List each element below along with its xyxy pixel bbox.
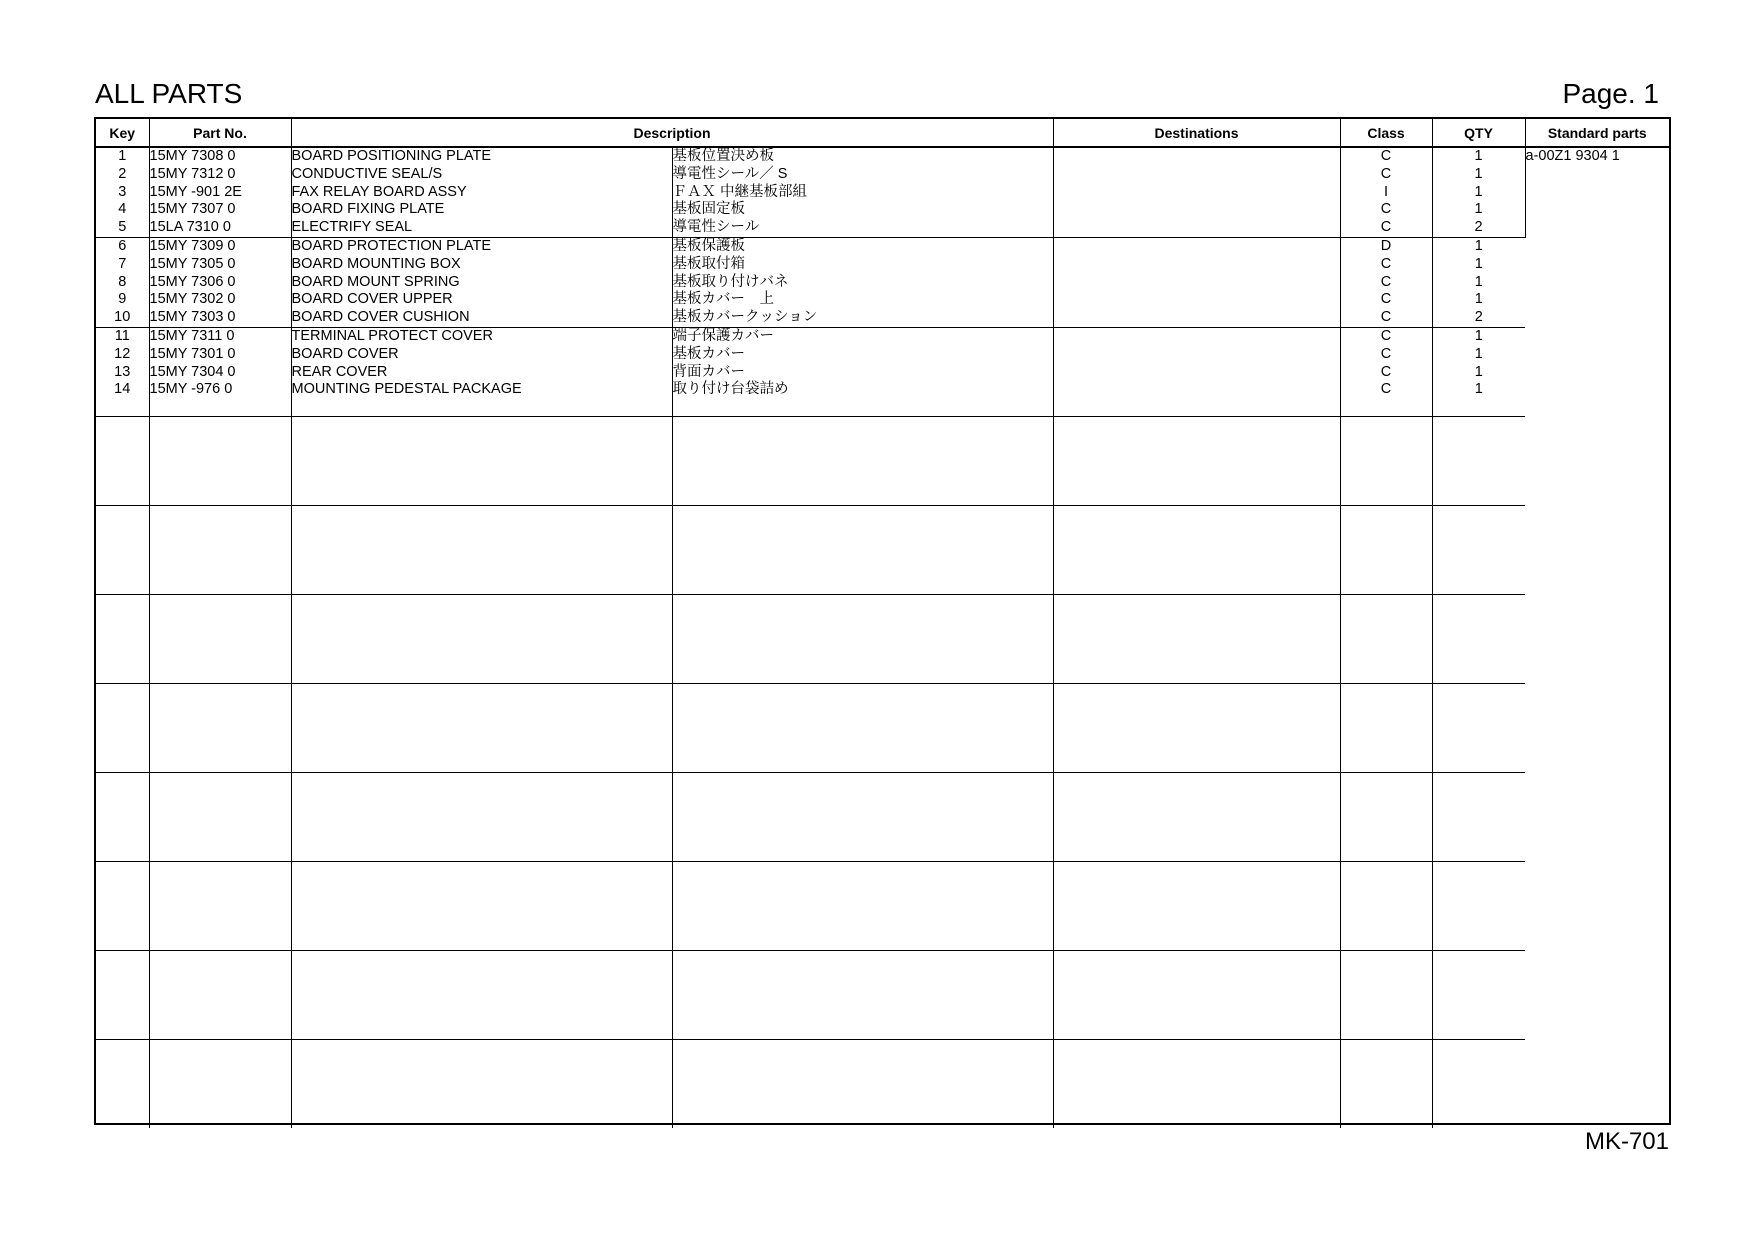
part-no-line: 15MY 7309 0 <box>149 237 236 254</box>
qty-line: 1 <box>1474 255 1483 272</box>
destinations-line <box>1054 309 1340 327</box>
part-no-line: 15LA 7310 0 <box>149 219 231 236</box>
key-cell <box>96 147 149 237</box>
empty-row <box>96 950 1669 1039</box>
class-line: C <box>1380 345 1392 362</box>
key-cell <box>96 237 149 327</box>
class-line: C <box>1380 291 1392 308</box>
key-line: 1 <box>118 148 127 164</box>
column-header-description: Description <box>291 119 1053 147</box>
desc-jp-line: 導電性シール <box>672 219 760 236</box>
empty-row <box>96 772 1669 861</box>
qty-line: 1 <box>1474 183 1483 200</box>
key-cell <box>96 327 149 416</box>
part-no-line: 15MY 7311 0 <box>149 327 235 344</box>
destinations-line <box>1054 256 1340 274</box>
qty-line: 2 <box>1474 309 1483 326</box>
destinations-cell <box>1053 147 1340 237</box>
qty-line: 1 <box>1474 237 1483 254</box>
desc-jp-line: ＦＡＸ 中継基板部組 <box>672 183 808 200</box>
key-line: 5 <box>118 219 127 236</box>
destinations-line <box>1054 219 1340 237</box>
empty-row <box>96 861 1669 950</box>
destinations-line <box>1054 274 1340 292</box>
class-line: D <box>1380 237 1392 254</box>
destinations-cell <box>1053 327 1340 416</box>
key-line: 6 <box>118 237 127 254</box>
destinations-line <box>1054 238 1340 256</box>
column-header-destinations: Destinations <box>1053 119 1340 147</box>
destinations-line <box>1054 381 1340 399</box>
class-line: C <box>1380 327 1392 344</box>
desc-en-line: BOARD COVER <box>291 345 399 362</box>
key-line: 11 <box>114 327 130 344</box>
part-no-line: 15MY 7301 0 <box>149 345 236 362</box>
empty-row <box>96 594 1669 683</box>
qty-line: 1 <box>1474 165 1483 182</box>
standard-part-entry: a-00Z1 9304 1 <box>1525 148 1620 164</box>
qty-cell <box>1432 237 1525 327</box>
desc-en-line: TERMINAL PROTECT COVER <box>291 327 493 344</box>
qty-line: 1 <box>1474 291 1483 308</box>
parts-table <box>96 119 1669 1128</box>
part-no-line: 15MY 7302 0 <box>149 291 236 308</box>
class-cell <box>1340 327 1432 416</box>
desc-jp-line: 基板保護板 <box>672 237 745 254</box>
description-jp-cell <box>672 147 1053 237</box>
description-jp-cell <box>672 237 1053 327</box>
page-number: Page. 1 <box>1562 78 1659 109</box>
parts-group-row <box>96 237 1669 327</box>
key-line: 8 <box>118 273 127 290</box>
empty-row <box>96 1039 1669 1128</box>
class-line: C <box>1380 148 1392 164</box>
empty-row <box>96 416 1669 505</box>
desc-en-line: BOARD PROTECTION PLATE <box>291 237 492 254</box>
key-line: 10 <box>114 309 131 326</box>
destinations-line <box>1054 148 1340 166</box>
qty-cell <box>1432 327 1525 416</box>
class-line: C <box>1380 363 1392 380</box>
part-no-cell <box>149 327 291 416</box>
parts-list-sheet <box>94 117 1671 1125</box>
desc-jp-line: 基板位置決め板 <box>672 148 774 164</box>
qty-line: 1 <box>1474 148 1483 164</box>
desc-en-line: BOARD MOUNTING BOX <box>291 255 461 272</box>
description-jp-cell <box>672 327 1053 416</box>
part-no-line: 15MY 7312 0 <box>149 165 236 182</box>
desc-jp-line: 基板カバークッション <box>672 309 818 326</box>
key-line: 7 <box>118 255 127 272</box>
part-no-line: 15MY -976 0 <box>149 381 233 398</box>
desc-en-line: BOARD FIXING PLATE <box>291 201 445 218</box>
class-cell <box>1340 147 1432 237</box>
desc-en-line: ELECTRIFY SEAL <box>291 219 413 236</box>
desc-en-line: REAR COVER <box>291 363 388 380</box>
key-line: 4 <box>118 201 127 218</box>
qty-line: 2 <box>1474 219 1483 236</box>
key-line: 12 <box>114 345 131 362</box>
class-line: C <box>1380 255 1392 272</box>
desc-en-line: BOARD MOUNT SPRING <box>291 273 460 290</box>
part-no-line: 15MY 7306 0 <box>149 273 236 290</box>
desc-jp-line: 基板取付箱 <box>672 255 745 272</box>
column-header-qty: QTY <box>1432 119 1525 147</box>
desc-en-line: BOARD COVER UPPER <box>291 291 453 308</box>
page-title: ALL PARTS <box>95 78 243 109</box>
column-header-key: Key <box>96 119 149 147</box>
part-no-cell <box>149 147 291 237</box>
standard-parts-cell <box>1525 147 1669 1128</box>
destinations-line <box>1054 201 1340 219</box>
destinations-line <box>1054 184 1340 202</box>
key-line: 3 <box>118 183 127 200</box>
desc-jp-line: 導電性シール／ S <box>672 165 788 182</box>
part-no-line: 15MY 7305 0 <box>149 255 236 272</box>
model-number: MK-701 <box>1584 1128 1669 1155</box>
description-en-cell <box>291 147 672 237</box>
column-header-part-no: Part No. <box>149 119 291 147</box>
qty-line: 1 <box>1474 201 1483 218</box>
desc-en-line: BOARD POSITIONING PLATE <box>291 148 492 164</box>
part-no-cell <box>149 237 291 327</box>
description-en-cell <box>291 327 672 416</box>
desc-jp-line: 背面カバー <box>672 363 745 380</box>
parts-group-row <box>96 327 1669 416</box>
desc-en-line: MOUNTING PEDESTAL PACKAGE <box>291 381 522 398</box>
parts-group-row <box>96 147 1669 237</box>
qty-line: 1 <box>1474 363 1483 380</box>
class-line: C <box>1380 219 1392 236</box>
description-en-cell <box>291 237 672 327</box>
desc-jp-line: 基板カバー <box>672 345 745 362</box>
key-line: 13 <box>114 363 131 380</box>
desc-en-line: BOARD COVER CUSHION <box>291 309 470 326</box>
destinations-line <box>1054 364 1340 382</box>
empty-row <box>96 505 1669 594</box>
qty-cell <box>1432 147 1525 237</box>
desc-jp-line: 取り付け台袋詰め <box>672 381 789 398</box>
class-line: C <box>1380 165 1392 182</box>
destinations-cell <box>1053 237 1340 327</box>
qty-line: 1 <box>1474 327 1483 344</box>
qty-line: 1 <box>1474 273 1483 290</box>
class-cell <box>1340 237 1432 327</box>
class-line: C <box>1380 273 1392 290</box>
destinations-line <box>1054 328 1340 346</box>
desc-en-line: FAX RELAY BOARD ASSY <box>291 183 467 200</box>
desc-en-line: CONDUCTIVE SEAL/S <box>291 165 443 182</box>
destinations-line <box>1054 291 1340 309</box>
key-line: 14 <box>114 381 131 398</box>
class-line: C <box>1380 381 1392 398</box>
class-line: I <box>1384 183 1389 200</box>
part-no-line: 15MY 7304 0 <box>149 363 236 380</box>
destinations-line <box>1054 346 1340 364</box>
part-no-line: 15MY 7303 0 <box>149 309 236 326</box>
qty-line: 1 <box>1474 381 1483 398</box>
part-no-line: 15MY 7307 0 <box>149 201 236 218</box>
class-line: C <box>1380 201 1392 218</box>
destinations-line <box>1054 166 1340 184</box>
desc-jp-line: 基板カバー 上 <box>672 291 774 308</box>
qty-line: 1 <box>1474 345 1483 362</box>
key-line: 2 <box>118 165 127 182</box>
desc-jp-line: 基板取り付けバネ <box>672 273 789 290</box>
column-header-standard-parts: Standard parts <box>1525 119 1669 147</box>
table-header-row <box>96 119 1669 147</box>
desc-jp-line: 基板固定板 <box>672 201 745 218</box>
desc-jp-line: 端子保護カバー <box>672 327 774 344</box>
part-no-line: 15MY -901 2E <box>149 183 242 200</box>
class-line: C <box>1380 309 1392 326</box>
part-no-line: 15MY 7308 0 <box>149 148 236 164</box>
column-header-class: Class <box>1340 119 1432 147</box>
empty-row <box>96 683 1669 772</box>
key-line: 9 <box>118 291 127 308</box>
